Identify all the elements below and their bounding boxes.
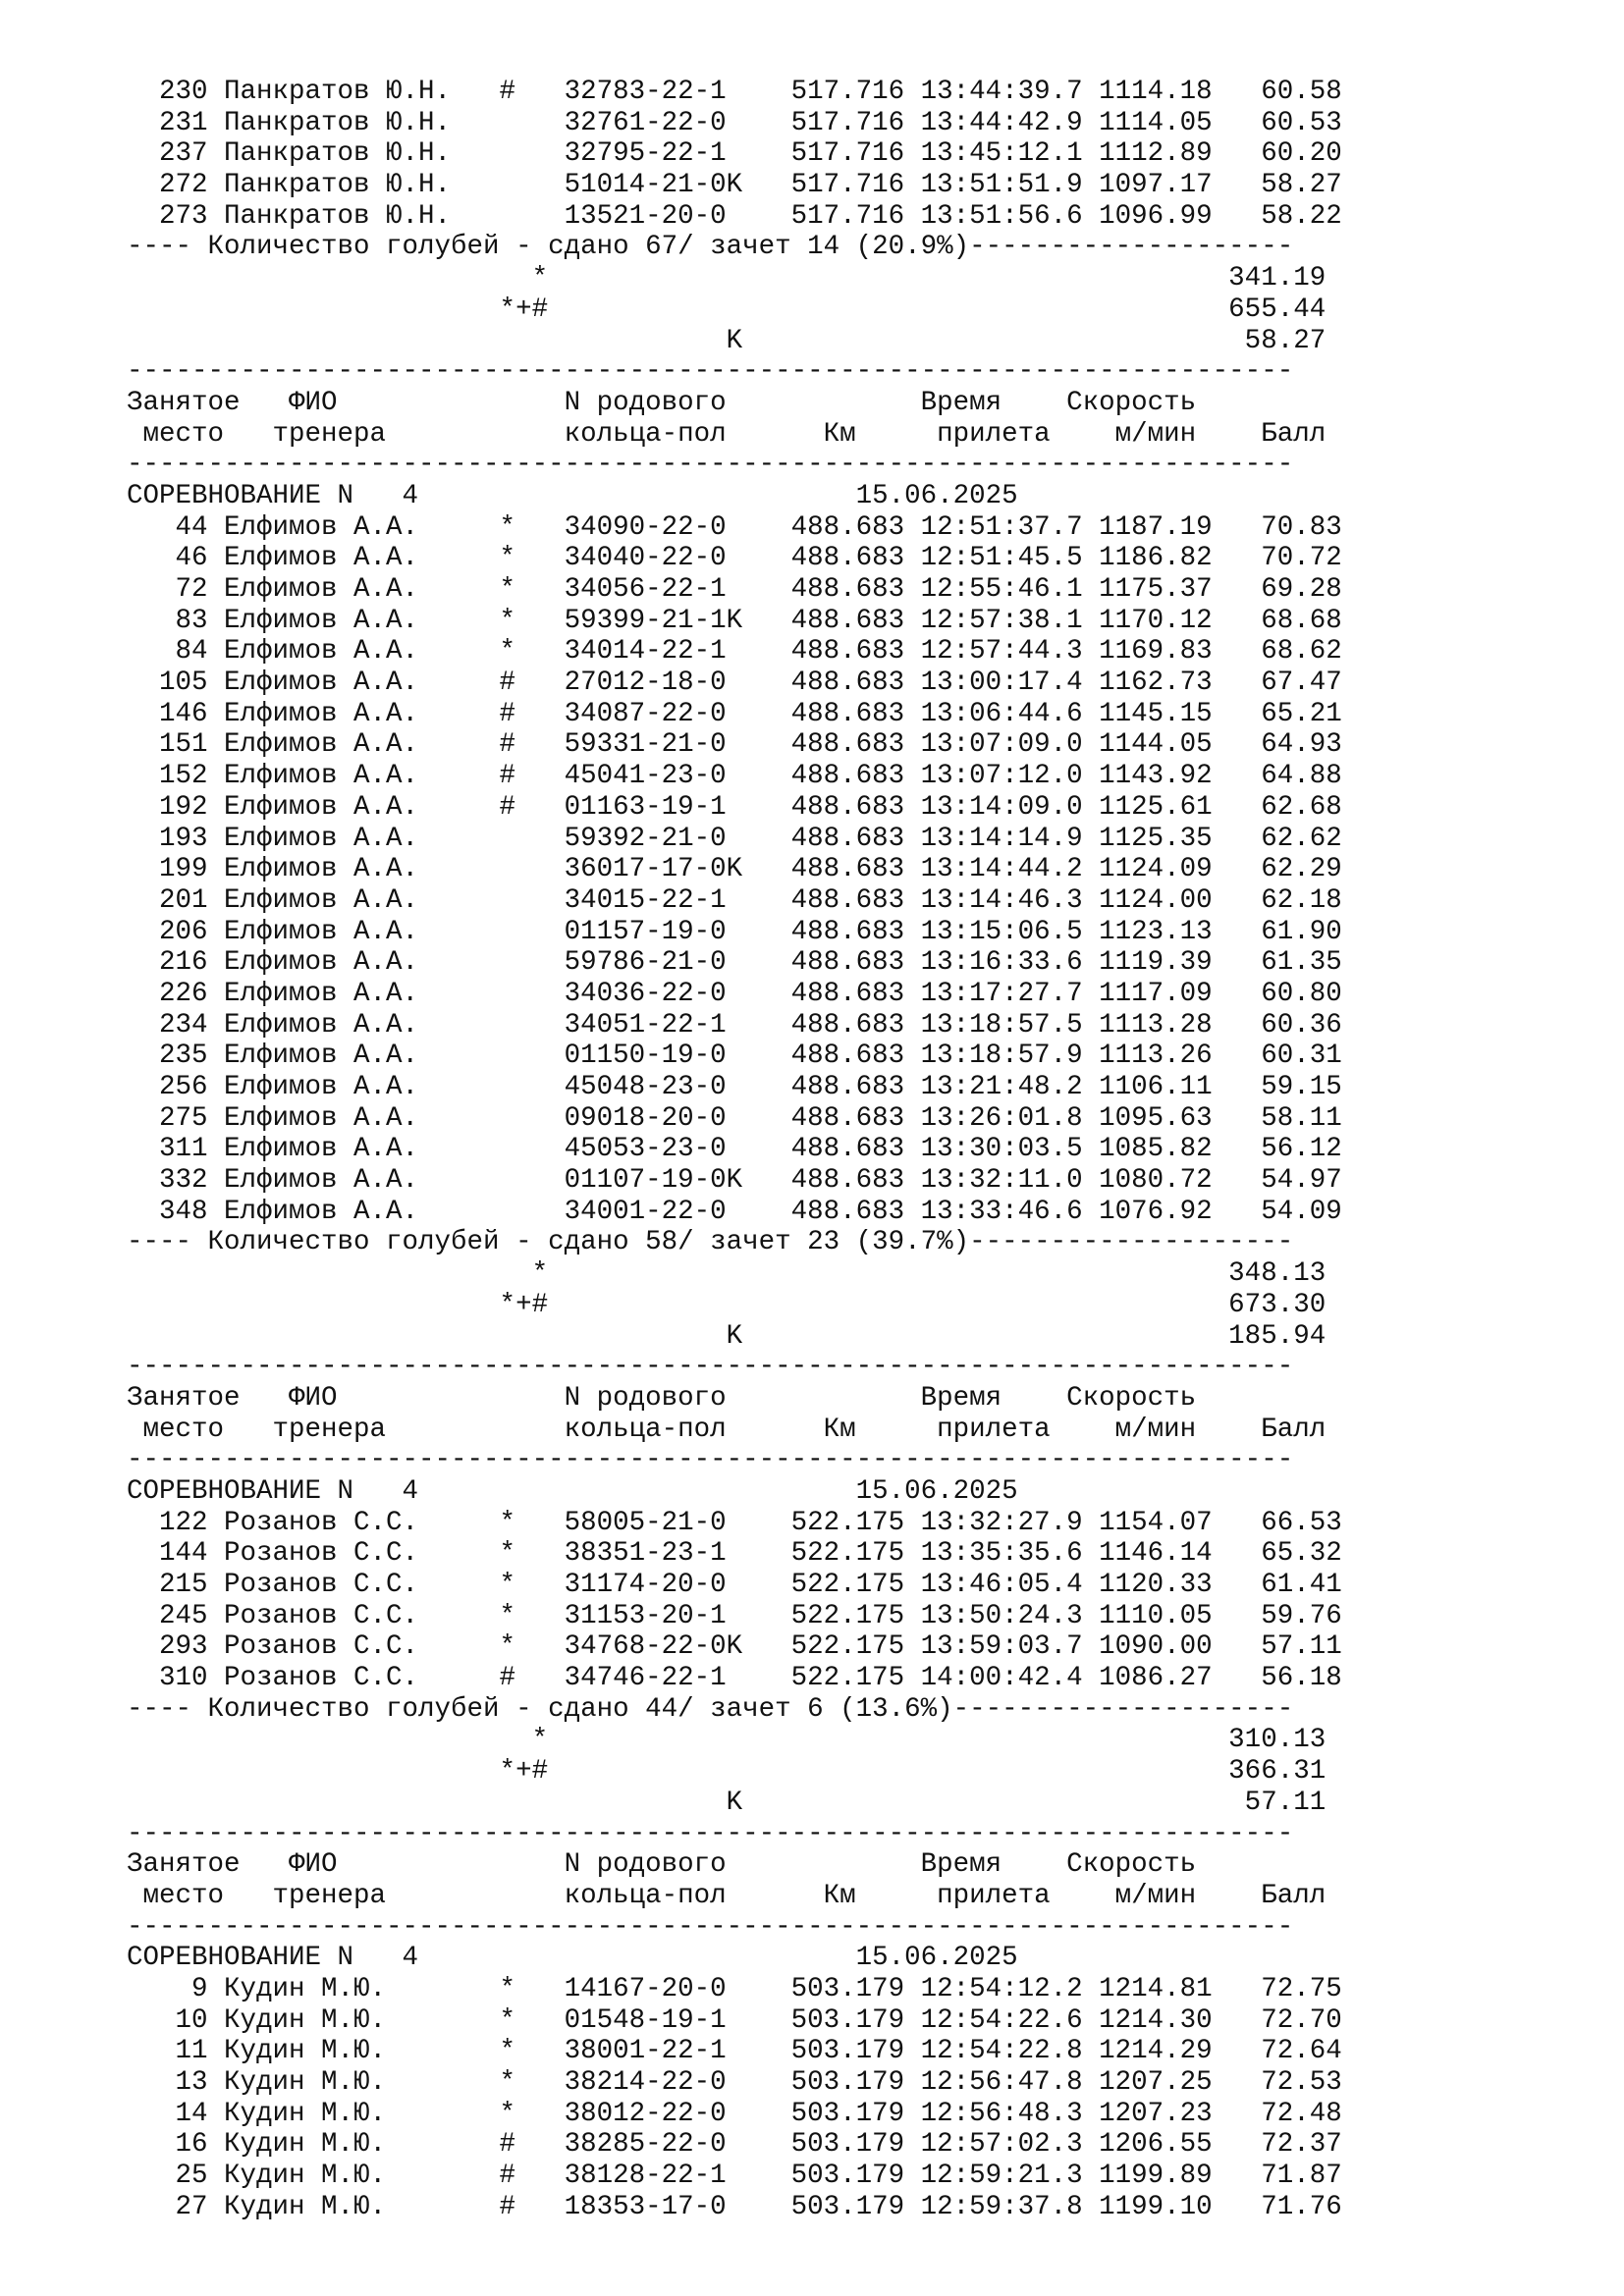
score-total-line: * 348.13 xyxy=(127,1258,1326,1290)
score-total-line: K 58.27 xyxy=(127,325,1326,356)
table-row: 105 Елфимов А.А. # 27012-18-0 488.683 13:00:17.4 1162.73 67.47 xyxy=(127,667,1342,699)
table-row: 14 Кудин М.Ю. * 38012-22-0 503.179 12:56:48.3 1207.23 72.48 xyxy=(127,2098,1342,2129)
table-row: 256 Елфимов А.А. 45048-23-0 488.683 13:21:48.2 1106.11 59.15 xyxy=(127,1072,1342,1102)
results-printout xyxy=(127,77,1342,2222)
table-row: 275 Елфимов А.А. 09018-20-0 488.683 13:26:01.8 1095.63 58.11 xyxy=(127,1102,1342,1134)
table-row: 231 Панкратов Ю.Н. 32761-22-0 517.716 13:44:42.9 1114.05 60.53 xyxy=(127,107,1342,138)
table-row: 201 Елфимов А.А. 34015-22-1 488.683 13:14:46.3 1124.00 62.18 xyxy=(127,884,1342,916)
table-row: 151 Елфимов А.А. # 59331-21-0 488.683 13:07:09.0 1144.05 64.93 xyxy=(127,729,1342,761)
column-header: Занятое ФИО N родового Время Скорость xyxy=(127,387,1197,418)
separator-line: ------------------------------------------------------------------------ xyxy=(127,1445,1294,1476)
column-header: место тренера кольца-пол Км прилета м/мин Балл xyxy=(127,1880,1326,1911)
score-total-line: K 185.94 xyxy=(127,1320,1326,1352)
table-row: 122 Розанов С.С. * 58005-21-0 522.175 13:32:27.9 1154.07 66.53 xyxy=(127,1507,1342,1538)
score-total-line: * 341.19 xyxy=(127,263,1326,294)
competition-header: СОРЕВНОВАНИЕ N 4 15.06.2025 xyxy=(127,480,1018,511)
table-row: 144 Розанов С.С. * 38351-23-1 522.175 13:35:35.6 1146.14 65.32 xyxy=(127,1538,1342,1570)
table-row: 272 Панкратов Ю.Н. 51014-21-0K 517.716 13:51:51.9 1097.17 58.27 xyxy=(127,170,1342,201)
separator-line: ------------------------------------------------------------------------ xyxy=(127,356,1294,388)
score-total-line: *+# 366.31 xyxy=(127,1756,1326,1788)
separator-line: ------------------------------------------------------------------------ xyxy=(127,1911,1294,1943)
summary-line: ---- Количество голубей - сдано 67/ зачет 14 (20.9%)-------------------- xyxy=(127,232,1294,263)
table-row: 234 Елфимов А.А. 34051-22-1 488.683 13:18:57.5 1113.28 60.36 xyxy=(127,1009,1342,1041)
table-row: 237 Панкратов Ю.Н. 32795-22-1 517.716 13:45:12.1 1112.89 60.20 xyxy=(127,138,1342,170)
table-row: 235 Елфимов А.А. 01150-19-0 488.683 13:18:57.9 1113.26 60.31 xyxy=(127,1041,1342,1072)
score-total-line: K 57.11 xyxy=(127,1787,1326,1818)
table-row: 44 Елфимов А.А. * 34090-22-0 488.683 12:51:37.7 1187.19 70.83 xyxy=(127,511,1342,543)
table-row: 226 Елфимов А.А. 34036-22-0 488.683 13:17:27.7 1117.09 60.80 xyxy=(127,978,1342,1009)
table-row: 10 Кудин М.Ю. * 01548-19-1 503.179 12:54:22.6 1214.30 72.70 xyxy=(127,2004,1342,2036)
separator-line: ------------------------------------------------------------------------ xyxy=(127,450,1294,481)
separator-line: ------------------------------------------------------------------------ xyxy=(127,1352,1294,1383)
table-row: 146 Елфимов А.А. # 34087-22-0 488.683 13:06:44.6 1145.15 65.21 xyxy=(127,698,1342,729)
summary-line: ---- Количество голубей - сдано 44/ зачет 6 (13.6%)--------------------- xyxy=(127,1693,1294,1725)
column-header: Занятое ФИО N родового Время Скорость xyxy=(127,1849,1197,1881)
table-row: 84 Елфимов А.А. * 34014-22-1 488.683 12:57:44.3 1169.83 68.62 xyxy=(127,636,1342,667)
table-row: 9 Кудин М.Ю. * 14167-20-0 503.179 12:54:12.2 1214.81 72.75 xyxy=(127,1973,1342,2004)
competition-header: СОРЕВНОВАНИЕ N 4 15.06.2025 xyxy=(127,1475,1018,1507)
table-row: 83 Елфимов А.А. * 59399-21-1K 488.683 12:57:38.1 1170.12 68.68 xyxy=(127,605,1342,636)
table-row: 310 Розанов С.С. # 34746-22-1 522.175 14:00:42.4 1086.27 56.18 xyxy=(127,1663,1342,1694)
table-row: 332 Елфимов А.А. 01107-19-0K 488.683 13:32:11.0 1080.72 54.97 xyxy=(127,1165,1342,1197)
table-row: 25 Кудин М.Ю. # 38128-22-1 503.179 12:59:21.3 1199.89 71.87 xyxy=(127,2161,1342,2192)
table-row: 348 Елфимов А.А. 34001-22-0 488.683 13:33:46.6 1076.92 54.09 xyxy=(127,1196,1342,1227)
table-row: 16 Кудин М.Ю. # 38285-22-0 503.179 12:57:02.3 1206.55 72.37 xyxy=(127,2129,1342,2161)
table-row: 192 Елфимов А.А. # 01163-19-1 488.683 13:14:09.0 1125.61 62.68 xyxy=(127,791,1342,823)
score-total-line: *+# 673.30 xyxy=(127,1289,1326,1320)
table-row: 206 Елфимов А.А. 01157-19-0 488.683 13:15:06.5 1123.13 61.90 xyxy=(127,916,1342,947)
column-header: Занятое ФИО N родового Время Скорость xyxy=(127,1382,1197,1414)
table-row: 311 Елфимов А.А. 45053-23-0 488.683 13:30:03.5 1085.82 56.12 xyxy=(127,1134,1342,1165)
summary-line: ---- Количество голубей - сдано 58/ зачет 23 (39.7%)-------------------- xyxy=(127,1227,1294,1258)
table-row: 193 Елфимов А.А. 59392-21-0 488.683 13:14:14.9 1125.35 62.62 xyxy=(127,823,1342,854)
score-total-line: *+# 655.44 xyxy=(127,294,1326,325)
table-row: 215 Розанов С.С. * 31174-20-0 522.175 13:46:05.4 1120.33 61.41 xyxy=(127,1570,1342,1600)
table-row: 72 Елфимов А.А. * 34056-22-1 488.683 12:55:46.1 1175.37 69.28 xyxy=(127,574,1342,605)
table-row: 293 Розанов С.С. * 34768-22-0K 522.175 13:59:03.7 1090.00 57.11 xyxy=(127,1631,1342,1663)
score-total-line: * 310.13 xyxy=(127,1725,1326,1756)
table-row: 152 Елфимов А.А. # 45041-23-0 488.683 13:07:12.0 1143.92 64.88 xyxy=(127,761,1342,792)
column-header: место тренера кольца-пол Км прилета м/мин Балл xyxy=(127,418,1326,450)
table-row: 216 Елфимов А.А. 59786-21-0 488.683 13:16:33.6 1119.39 61.35 xyxy=(127,947,1342,979)
table-row: 27 Кудин М.Ю. # 18353-17-0 503.179 12:59:37.8 1199.10 71.76 xyxy=(127,2191,1342,2222)
table-row: 230 Панкратов Ю.Н. # 32783-22-1 517.716 13:44:39.7 1114.18 60.58 xyxy=(127,77,1342,107)
table-row: 273 Панкратов Ю.Н. 13521-20-0 517.716 13:51:56.6 1096.99 58.22 xyxy=(127,200,1342,232)
table-row: 11 Кудин М.Ю. * 38001-22-1 503.179 12:54:22.8 1214.29 72.64 xyxy=(127,2036,1342,2067)
separator-line: ------------------------------------------------------------------------ xyxy=(127,1818,1294,1849)
table-row: 245 Розанов С.С. * 31153-20-1 522.175 13:50:24.3 1110.05 59.76 xyxy=(127,1600,1342,1631)
competition-header: СОРЕВНОВАНИЕ N 4 15.06.2025 xyxy=(127,1943,1018,1974)
table-row: 13 Кудин М.Ю. * 38214-22-0 503.179 12:56:47.8 1207.25 72.53 xyxy=(127,2067,1342,2098)
table-row: 199 Елфимов А.А. 36017-17-0K 488.683 13:14:44.2 1124.09 62.29 xyxy=(127,854,1342,885)
column-header: место тренера кольца-пол Км прилета м/мин Балл xyxy=(127,1414,1326,1445)
table-row: 46 Елфимов А.А. * 34040-22-0 488.683 12:51:45.5 1186.82 70.72 xyxy=(127,543,1342,574)
